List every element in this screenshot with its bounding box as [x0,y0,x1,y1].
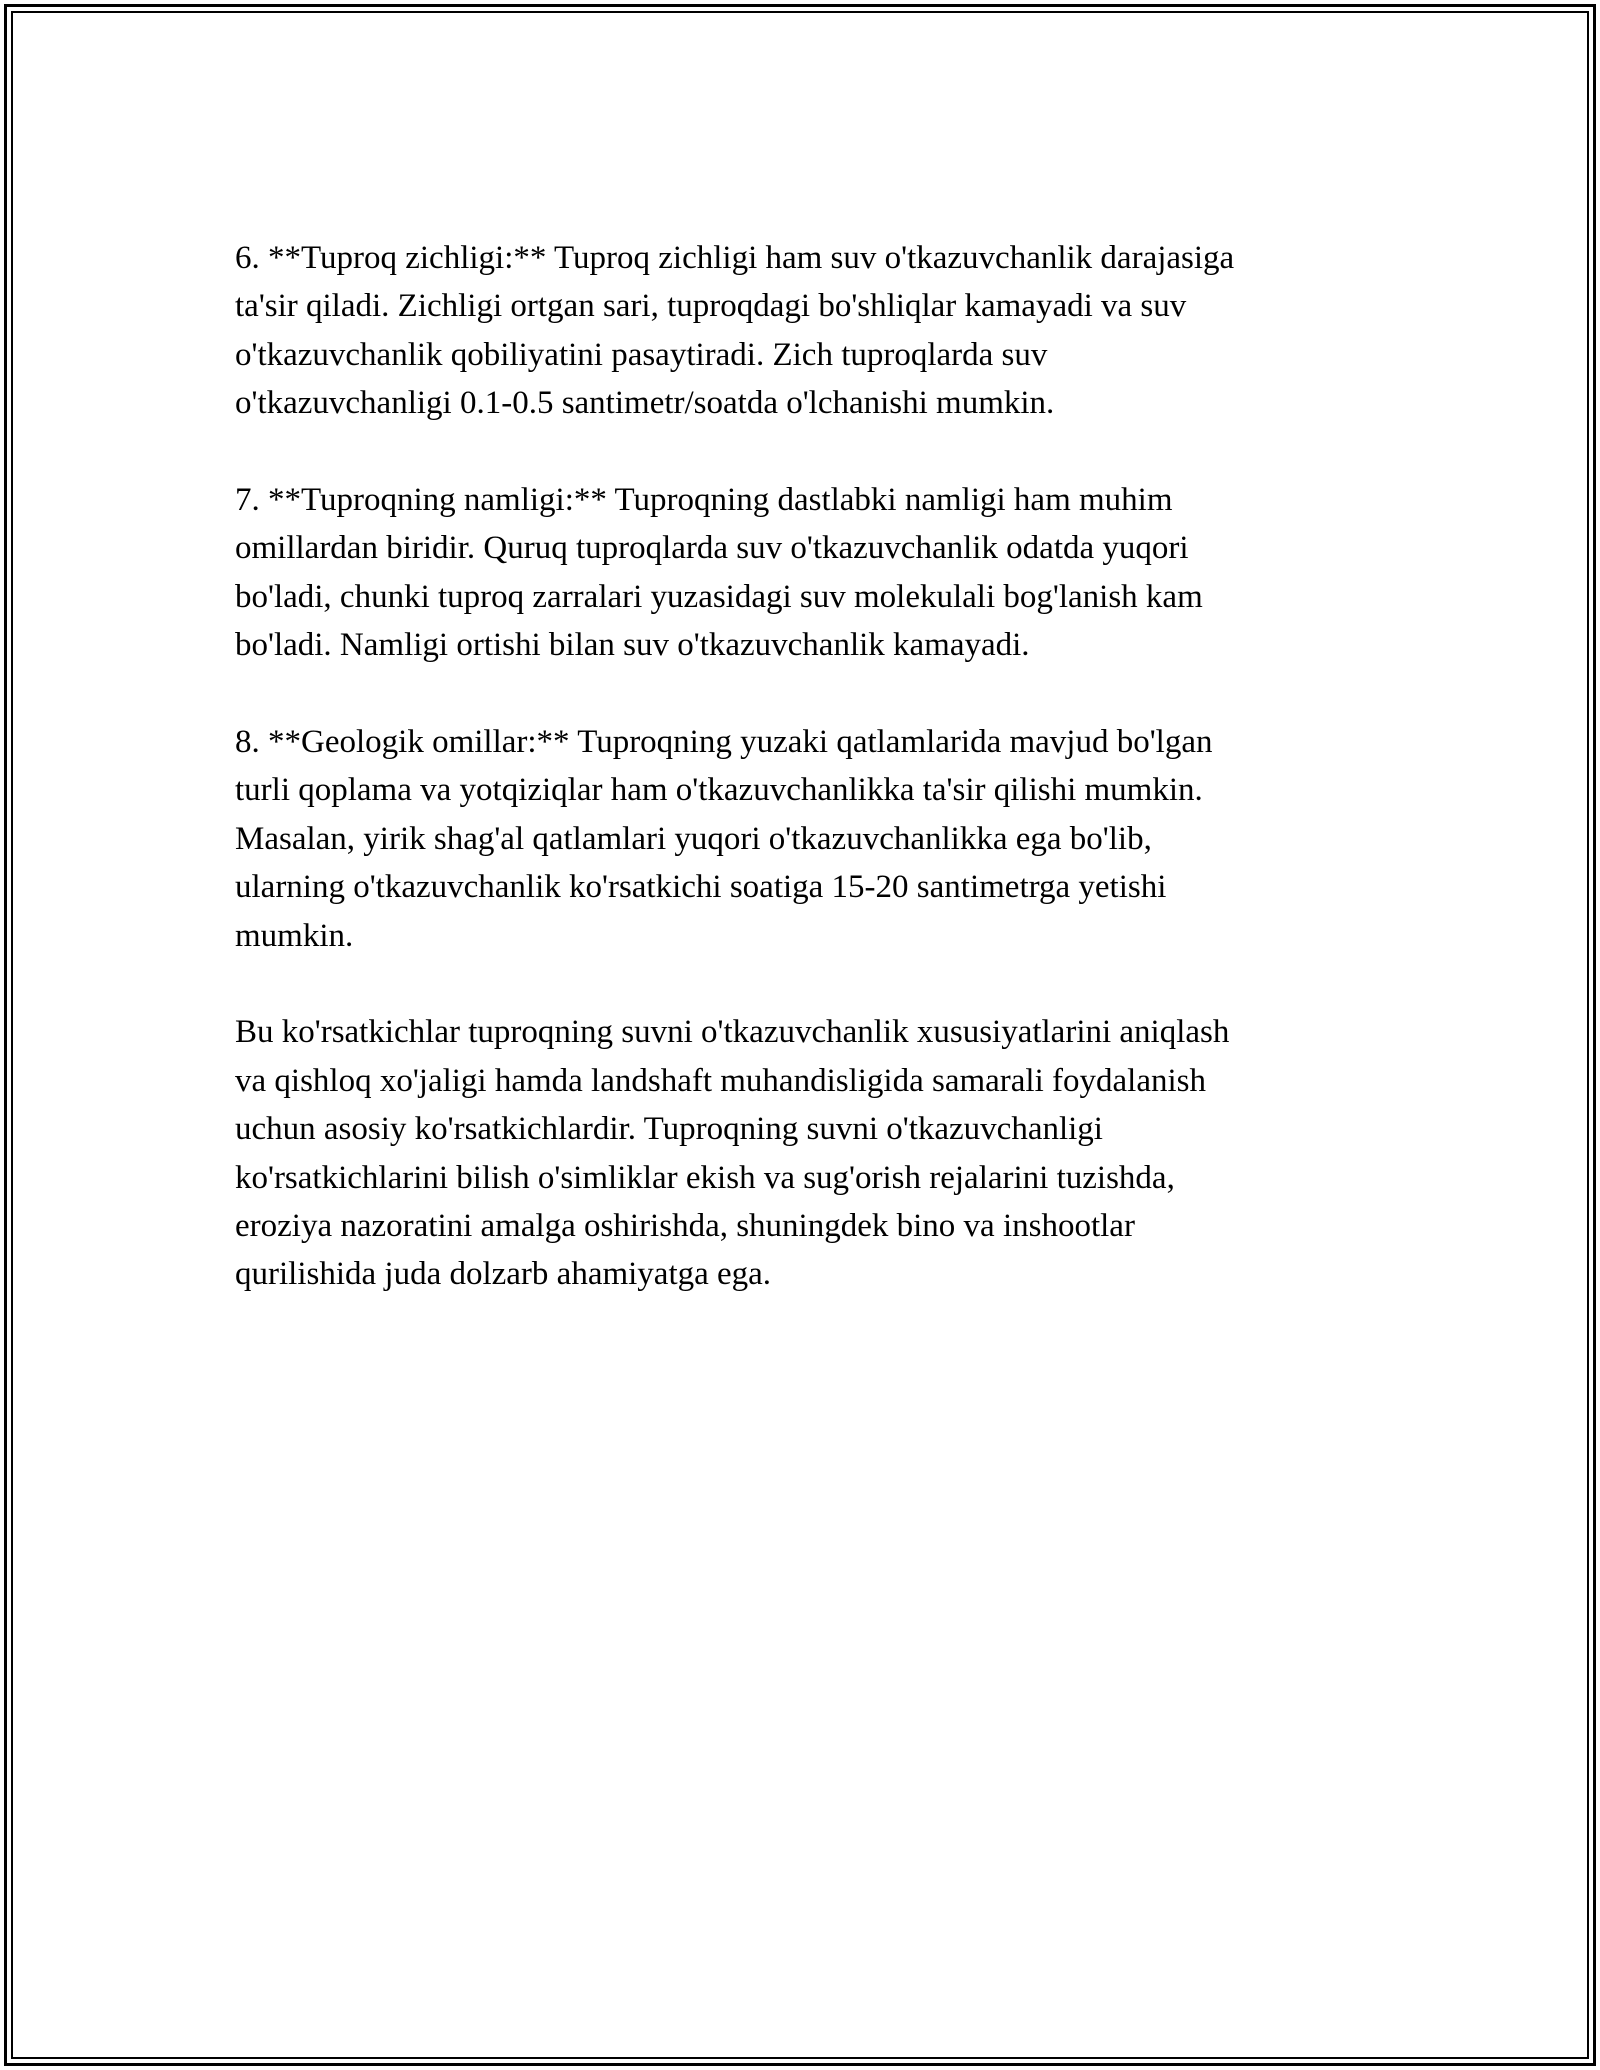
document-body [235,234,1370,1347]
paragraph-conclusion: Bu ko'rsatkichlar tuproqning suvni o'tkazuvchanlik xususiyatlarini aniqlash va qishloq xo'jaligi hamda landshaft muhandisligida samarali foydalanish uchun asosiy ko'rsatkichlardir. Tuproqning suvni o'tkazuvchanligi ko'rsatkichlarini bilish o'simliklar ekish va sug'orish rejalarini tuzishda, eroziya nazoratini amalga oshirishda, shuningdek bino va inshootlar qurilishida juda dolzarb ahamiyatga ega. [235,1014,1230,1293]
paragraph-geological-factors: 8. **Geologik omillar:** Tuproqning yuzaki qatlamlarida mavjud bo'lgan turli qoplama va yotqiziqlar ham o'tkazuvchanlikka ta'sir qilishi mumkin. Masalan, yirik shag'al qatlamlari yuqori o'tkazuvchanlikka ega bo'lib, ularning o'tkazuvchanlik ko'rsatkichi soatiga 15-20 santimetrga yetishi mumkin. [235,724,1213,954]
paragraph-soil-density: 6. **Tuproq zichligi:** Tuproq zichligi ham suv o'tkazuvchanlik darajasiga ta'sir qiladi. Zichligi ortgan sari, tuproqdagi bo'shliqlar kamayadi va suv o'tkazuvchanlik qobiliyatini pasaytiradi. Zich tuproqlarda suv o'tkazuvchanligi 0.1-0.5 santimetr/soatda o'lchanishi mumkin. [235,240,1235,422]
paragraph-soil-moisture: 7. **Tuproqning namligi:** Tuproqning dastlabki namligi ham muhim omillardan biridir. Quruq tuproqlarda suv o'tkazuvchanlik odatda yuqori bo'ladi, chunki tuproq zarralari yuzasidagi suv molekulali bog'lanish kam bo'ladi. Namligi ortishi bilan suv o'tkazuvchanlik kamayadi. [235,482,1203,664]
